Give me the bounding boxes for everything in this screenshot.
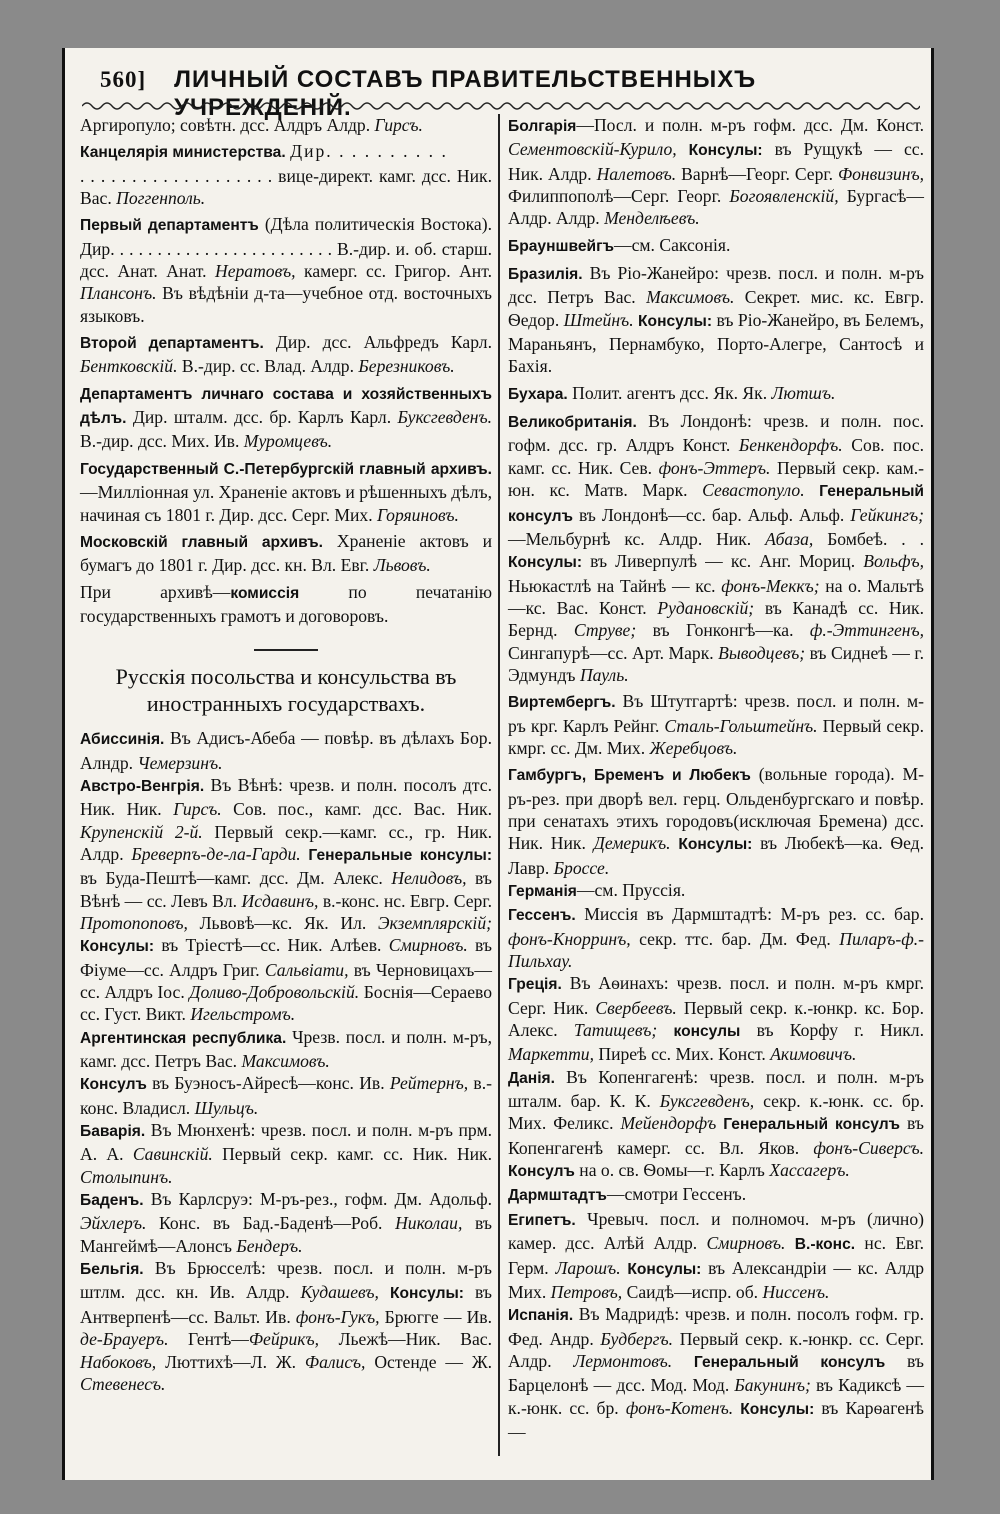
- section-heading: Русскія посольства и консульства въ иностранныхъ государствахъ.: [115, 664, 457, 717]
- entry-bavaria: Баварія. Въ Мюнхенѣ: чрезв. посл. и полн. м-ръ прм. А. А. Савинскій. Первый секр. камг. сс. Ник. Ник. Столыпинъ.: [80, 1120, 493, 1187]
- page-header: [100, 66, 900, 121]
- entry-baden: Баденъ. Въ Карлсруэ: М-ръ-рез., гофм. Дм. Адольф. Эйхлеръ. Конс. въ Бад.-Баденѣ—Роб. Николаи, въ Мангеймѣ—Алонсъ Бендеръ.: [80, 1189, 493, 1256]
- page-title: ЛИЧНЫЙ СОСТАВЪ ПРАВИТЕЛЬСТВЕННЫХЪ УЧРЕЖДЕНІЙ.: [174, 66, 757, 121]
- right-column: [508, 114, 924, 1443]
- left-column: [80, 114, 492, 1395]
- entry-wurttemberg: Виртембергъ. Въ Штутгартѣ: чрезв. посл. и полн. м-ръ крг. Карлъ Рейнг. Сталь-Гольштейнъ. Первый секр. кмрг. сс. Дм. Мих. Жеребцовъ.: [508, 691, 925, 758]
- entry-great-britain: Великобританія. Въ Лондонѣ: чрезв. и полн. пос. гофм. дсс. гр. Алдръ Конст. Бенкендорфъ. Сов. пос. камг. сс. Ник. Сев. фонъ-Эттеръ. Первый секр. кам.-юн. кс. Матв. Марк. Севастопуло. Генеральный консулъ въ Лондонѣ—сс. бар. Альф. Альф. Гейкингъ;—Мельбурнѣ кс. Алдр. Ник. Абаза, Бомбеѣ. . . Консулы: въ Ливерпулѣ — кс. Анг. Мориц. Вольфъ, Ньюкастлѣ на Тайнѣ — кс. фонъ-Меккъ; на о. Мальтѣ—кс. Вас. Конст. Рудановскій; въ Канадѣ сс. Ник. Бернд. Струве; въ Гонконгѣ—ка. ф.-Эттингенъ, Сингапурѣ—сс. Арт. Марк. Выводцевъ; въ Сиднеѣ — г. Эдмундъ Пауль.: [508, 411, 925, 685]
- frame-right-border: [931, 48, 934, 1480]
- entry-germany: Германія—см. Пруссія.: [508, 880, 686, 900]
- entry-hamburg: Гамбургъ, Бременъ и Любекъ (вольные города). М-ръ-рез. при дворѣ вел. герц. Ольденбургскаго и повѣр. при сенатахъ этихъ городовъ(исключая Бремена) дсс. Ник. Ник. Демерикъ. Консулы: въ Любекѣ—ка. Ѳед. Лавр. Броссе.: [508, 764, 924, 878]
- entry-argiropulo: Аргиропуло; совѣтн. дсс. Алдръ Алдр. Гирсъ.: [80, 115, 423, 135]
- entry-personnel-department: Департаментъ личнаго состава и хозяйственныхъ дѣлъ. Дир. шталм. дсс. бр. Карлъ Карл. Буксгевденъ. В.-дир. дсс. Мих. Ив. Муромцевъ.: [80, 385, 493, 452]
- entry-first-department: Первый департаментъ (Дѣла политическія Востока). Дир. . . . . . . . . . . . . . . . . . . . . . . . В.-дир. и. об. старш. дсс. Анат. Анат. Нератовъ, камерг. сс. Григор. Ант. Плансонъ. Въ вѣдѣніи д-та—учебное отд. восточныхъ языковъ.: [80, 214, 492, 326]
- entry-belgium: Бельгія. Въ Брюсселѣ: чрезв. посл. и полн. м-ръ штлм. дсс. кн. Ив. Алдр. Кудашевъ, Консулы: въ Антверпенѣ—сс. Вальт. Ив. фонъ-Гукъ, Брюгге — Ив. де-Брауеръ. Гентѣ—Фейрикъ, Льежѣ—Ник. Вас. Набоковъ, Люттихѣ—Л. Ж. Фалисъ, Остенде — Ж. Стевенесъ.: [80, 1258, 493, 1394]
- entry-austria-hungary: Австро-Венгрія. Въ Вѣнѣ: чрезв. и полн. посолъ дтс. Ник. Ник. Гирсъ. Сов. пос., камг. дсс. Вас. Ник. Крупенскій 2-й. Первый секр.—камг. сс., гр. Ник. Алдр. Бреверпъ-де-ла-Гарди. Генеральные консулы: въ Буда-Пештѣ—камг. дсс. Дм. Алекс. Нелидовъ, въ Вѣнѣ — сс. Левъ Вл. Исдавинъ, в.-конс. нс. Евгр. Серг. Протопоповъ, Львовѣ—кс. Як. Ил. Экземплярскій; Консулы: въ Тріестѣ—сс. Ник. Алѣев. Смирновъ. въ Фіуме—сс. Алдръ Григ. Сальвіати, въ Черновицахъ—сс. Алдръ Іос. Доливо-Добровольскій. Боснія—Сераево сс. Густ. Викт. Игельстромъ.: [80, 774, 493, 1025]
- entry-brazil: Бразилія. Въ Ріо-Жанейро: чрезв. посл. и полн. м-ръ дсс. Петръ Вас. Максимовъ. Секрет. мис. кс. Евгр. Ѳедор. Штейнъ. Консулы: въ Ріо-Жанейро, въ Белемъ, Мараньянъ, Пернамбуко, Порто-Алегре, Сантосѣ и Бахія.: [508, 263, 924, 377]
- entry-abyssinia: Абиссинія. Въ Адисъ-Абеба — повѣр. въ дѣлахъ Бор. Алндр. Чемерзинъ.: [80, 728, 492, 773]
- entry-second-department: Второй департаментъ. Дир. дсс. Альфредъ Карл. Бентковскій. В.-дир. сс. Влад. Алдр. Березниковъ.: [80, 332, 492, 377]
- entry-greece: Греція. Въ Аѳинахъ: чрезв. посл. и полн. м-ръ кмрг. Серг. Ник. Свербеевъ. Первый секр. к.-юнкр. кс. Бор. Алекс. Татищевъ; консулы въ Корфу г. Никл. Маркетти, Пиреѣ сс. Мих. Конст. Акимовичъ.: [508, 973, 924, 1065]
- frame-left-border: [62, 48, 65, 1480]
- entry-moscow-archive: Московскій главный архивъ. Храненіе актовъ и бумагъ до 1801 г. Дир. дсс. кн. Вл. Евг. Львовъ.: [80, 530, 492, 576]
- page-number: 560]: [100, 67, 147, 92]
- entry-archive-commission: При архивѣ—комиссія по печатанію государственныхъ грамотъ и договоровъ.: [80, 581, 492, 626]
- entry-argentina: Аргентинская республика. Чрезв. посл. и полн. м-ръ, камг. дсс. Петръ Вас. Максимовъ.: [80, 1026, 492, 1072]
- entry-bulgaria: Болгарія—Посл. и полн. м-ръ гофм. дсс. Дм. Конст. Сементовскій-Курило, Консулы: въ Рущукѣ — сс. Ник. Алдр. Налетовъ. Варнѣ—Георг. Серг. Фонвизинъ, Филиппополѣ—Серг. Георг. Богоявленскій, Бургасѣ—Алдр. Алдр. Менделѣевъ.: [508, 115, 925, 229]
- entry-spb-archive: Государственный С.-Петербургскій главный архивъ.—Милліонная ул. Храненіе актовъ и рѣшенныхъ дѣлъ, начиная съ 1801 г. Дир. дсс. Серг. Мих. Горяиновъ.: [80, 460, 492, 525]
- entry-braunschweig: Брауншвейгъ—см. Саксонія.: [508, 234, 731, 255]
- entry-egypt: Египетъ. Чревыч. посл. и полномоч. м-ръ (лично) камер. дсс. Алѣй Алдр. Смирновъ. В.-конс. нс. Евг. Герм. Ларошъ. Консулы: въ Александріи — кс. Алдр Мих. Петровъ, Саидѣ—испр. об. Ниссенъ.: [508, 1208, 924, 1302]
- entry-hessen: Гессенъ. Миссія въ Дармштадтѣ: М-ръ рез. сс. бар. фонъ-Кнорринъ, секр. ттс. бар. Дм. Фед. Пиларъ-ф.-Пильхау.: [508, 904, 924, 972]
- column-divider: [498, 114, 500, 1456]
- entry-chancellery: Канцелярія министерства. Дир. . . . . . . . . . . . . . . . . . . . . . . . . . . . . вице-директ. камг. дсс. Ник. Вас. Поггенполь.: [80, 141, 492, 209]
- entry-consul-buenos-aires: Консулъ въ Буэносъ-Айресѣ—конс. Ив. Рейтернъ, в.-конс. Владисл. Шульцъ.: [80, 1073, 492, 1118]
- entry-darmstadt: Дармштадтъ—смотри Гессенъ.: [508, 1184, 747, 1205]
- entry-bukhara: Бухара. Полит. агентъ дсс. Як. Як. Лютшъ.: [508, 382, 836, 403]
- entry-denmark: Данія. Въ Копенгагенѣ: чрезв. посл. и полн. м-ръ шталм. бар. К. К. Буксгевденъ, секр. к.-юнк. сс. бр. Мих. Феликс. Мейендорфъ Генеральный консулъ въ Копенгагенѣ камерг. сс. Вл. Яков. фонъ-Сиверсъ. Консулъ на о. св. Ѳомы—г. Карлъ Хассагеръ.: [508, 1066, 924, 1181]
- entry-spain: Испанія. Въ Мадридѣ: чрезв. и полн. посолъ гофм. гр. Фед. Андр. Будбергъ. Первый секр. к.-юнкр. сс. Серг. Алдр. Лермонтовъ. Генеральный консулъ въ Барцелонѣ — дсс. Мод. Мод. Бакунинъ; въ Кадиксѣ — к.-юнк. сс. бр. фонъ-Котенъ. Консулы: въ Карѳагенѣ—: [508, 1304, 924, 1442]
- wavy-rule: [82, 98, 920, 114]
- section-rule: [254, 649, 318, 651]
